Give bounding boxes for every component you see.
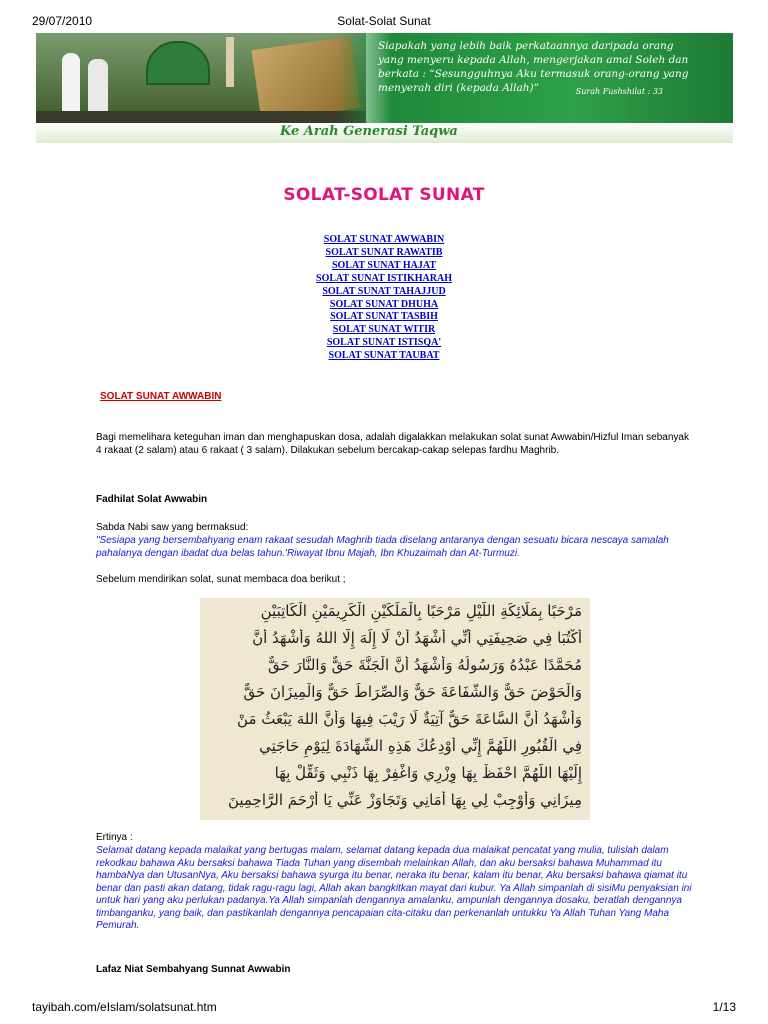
section-heading-awwabin[interactable]: SOLAT SUNAT AWWABIN xyxy=(100,391,222,402)
ertinya-translation: Selamat datang kepada malaikat yang bertugas malam, selamat datang kepada dua malaikat pencatat yang mulia, tulislah dalam rekodkau bahawa Aku bersaksi bahawa Tiada Tuhan yang disembah melainkan Allah, dan aku bersaksi bahawa Muhammad itu hambaNya dan UtusanNya, Aku bersaksi bahawa syurga itu benar, neraka itu benar, kalam itu benar, Aku bersaksi bahawa qiamat itu benar dan pasti akan datang, tidak ragu-ragu lagi, Allah akan bangkitkan mayat dari kubur. Ya Allah simpanlah di sisiMu penyaksian ini untuk hari yang aku perlukan padanya.Ya Allah simpanlah dengannya amalanku, ampunlah dengannya dosaku, beratlah dengannya timbanganku, yang baik, dan pastikanlah dengannya pencapaian cita-citaku dan perkenanlah untukku Ya Allah Tuhan Yang Maha Pemurah. xyxy=(96,845,692,931)
arabic-line: مِيزَانِي وَأَوْجِبْ لِي بِهَا أَمَانِي وَتَجَاوَزْ عَنِّي يَا أَرْحَمَ الرَّاحِمِينَ xyxy=(227,791,582,809)
toc-link-rawatib[interactable]: SOLAT SUNAT RAWATIB xyxy=(325,246,443,258)
toc-link-hajat[interactable]: SOLAT SUNAT HAJAT xyxy=(331,259,437,271)
arabic-line: أُكْتُبَا فِي صَحِيفَتِي أَنِّي أَشْهَدُ أَنْ لَا إِلَهَ إِلَّا اللهُ وَأَشْهَدُ أَنَّ xyxy=(252,629,582,647)
pilgrim-figure xyxy=(88,59,108,115)
lafaz-heading: Lafaz Niat Sembahyang Sunnat Awwabin xyxy=(96,964,291,975)
print-url: tayibah.com/eIslam/solatsunat.htm xyxy=(32,1000,217,1014)
motto-bar xyxy=(36,123,733,143)
intro-paragraph: Bagi memelihara keteguhan iman dan menghapuskan dosa, adalah digalakkan melakukan solat sunat Awwabin/Hizful Iman sebanyak 4 rakaat (2 salam) atau 6 rakaat ( 3 salam). Dilakukan sebelum bercakap-cakap selepas fardhu Maghrib. xyxy=(96,432,689,456)
quote-line: Siapakah yang lebih baik perkataannya daripada orang xyxy=(378,40,674,52)
ertinya-label: Ertinya : xyxy=(96,832,133,843)
toc-link-awwabin[interactable]: SOLAT SUNAT AWWABIN xyxy=(323,234,445,245)
ground-graphic xyxy=(36,111,366,123)
arabic-line: مُحَمَّدًا عَبْدُهُ وَرَسُولُهُ وَأَشْهَدُ أَنَّ الْجَنَّةَ حَقٌّ وَالنَّارَ حَقٌّ xyxy=(267,656,582,674)
print-header xyxy=(32,14,736,30)
banner-quote xyxy=(378,39,724,95)
minaret-graphic xyxy=(226,37,234,87)
toc-link-taubat[interactable]: SOLAT SUNAT TAUBAT xyxy=(328,350,440,362)
print-title: Solat-Solat Sunat xyxy=(337,14,431,28)
arabic-line: إِلَيْهَا اللَّهُمَّ احْفَظْ بِهَا وِزْرِي وَاغْفِرْ بِهَا ذَنْبِي وَثَقِّلْ بِهَا xyxy=(274,764,582,782)
surah-reference: Surah Fushshilat : 33 xyxy=(575,87,663,96)
quote-line: menyerah diri (kepada Allah)” xyxy=(378,82,540,94)
pilgrim-figure xyxy=(62,53,80,115)
print-footer xyxy=(32,1000,736,1016)
mosque-dome-graphic xyxy=(146,41,210,85)
site-banner xyxy=(36,33,733,143)
toc-list xyxy=(0,234,768,363)
page-number: 1/13 xyxy=(712,1000,736,1014)
quote-line: yang menyeru kepada Allah, mengerjakan amal Soleh dan xyxy=(378,54,689,66)
fadhilat-heading: Fadhilat Solat Awwabin xyxy=(96,494,208,505)
toc-link-dhuha[interactable]: SOLAT SUNAT DHUHA xyxy=(329,298,439,310)
toc-link-tahajjud[interactable]: SOLAT SUNAT TAHAJJUD xyxy=(322,285,446,297)
quote-line: berkata : “Sesungguhnya Aku termasuk orang-orang yang xyxy=(378,68,689,80)
arabic-line: فِي الْقُبُورِ اللَّهُمَّ إِنِّي أَوْدِعُكَ هَذِهِ الشَّهَادَةَ لِيَوْمِ حَاجَتِي xyxy=(259,737,582,755)
page-title: SOLAT-SOLAT SUNAT xyxy=(283,185,485,205)
arabic-line: مَرْحَبًا بِمَلَائِكَةِ اللَّيْلِ مَرْحَبًا بِالْمَلَكَيْنِ الْكَرِيمَيْنِ الْكَاتِبَيْنِ xyxy=(260,602,582,620)
toc-link-istisqa[interactable]: SOLAT SUNAT ISTISQA' xyxy=(326,337,442,349)
banner-photo xyxy=(36,33,366,123)
site-motto: Ke Arah Generasi Taqwa xyxy=(280,124,458,139)
arabic-doa-image xyxy=(200,598,590,820)
banner-quote-panel xyxy=(336,33,733,123)
toc-link-istikharah[interactable]: SOLAT SUNAT ISTIKHARAH xyxy=(316,272,452,284)
before-doa-text: Sebelum mendirikan solat, sunat membaca doa berikut ; xyxy=(96,574,346,585)
arabic-line: وَالْحَوْضَ حَقٌّ وَالشَّفَاعَةَ حَقٌّ وَالصِّرَاطَ حَقٌّ وَالْمِيزَانَ حَقٌّ xyxy=(243,683,582,701)
sabda-label: Sabda Nabi saw yang bermaksud: xyxy=(96,522,249,533)
print-date: 29/07/2010 xyxy=(32,14,93,28)
arabic-line: وَأَشْهَدُ أَنَّ السَّاعَةَ حَقٌّ آتِيَةٌ لَا رَيْبَ فِيهَا وَأَنَّ اللهَ يَبْعَثُ مَنْ xyxy=(237,710,582,728)
toc-link-witir[interactable]: SOLAT SUNAT WITIR xyxy=(332,324,436,336)
toc-link-tasbih[interactable]: SOLAT SUNAT TASBIH xyxy=(330,311,438,323)
hadith-quote: "Sesiapa yang bersembahyang enam rakaat sesudah Maghrib tiada diselang antaranya dengan sesuatu bicara nescaya samalah pahalanya dengan ibadat dua belas tahun.'Riwayat Ibnu Majah, Ibn Khuzaimah dan At-Turmuzi. xyxy=(96,535,669,559)
